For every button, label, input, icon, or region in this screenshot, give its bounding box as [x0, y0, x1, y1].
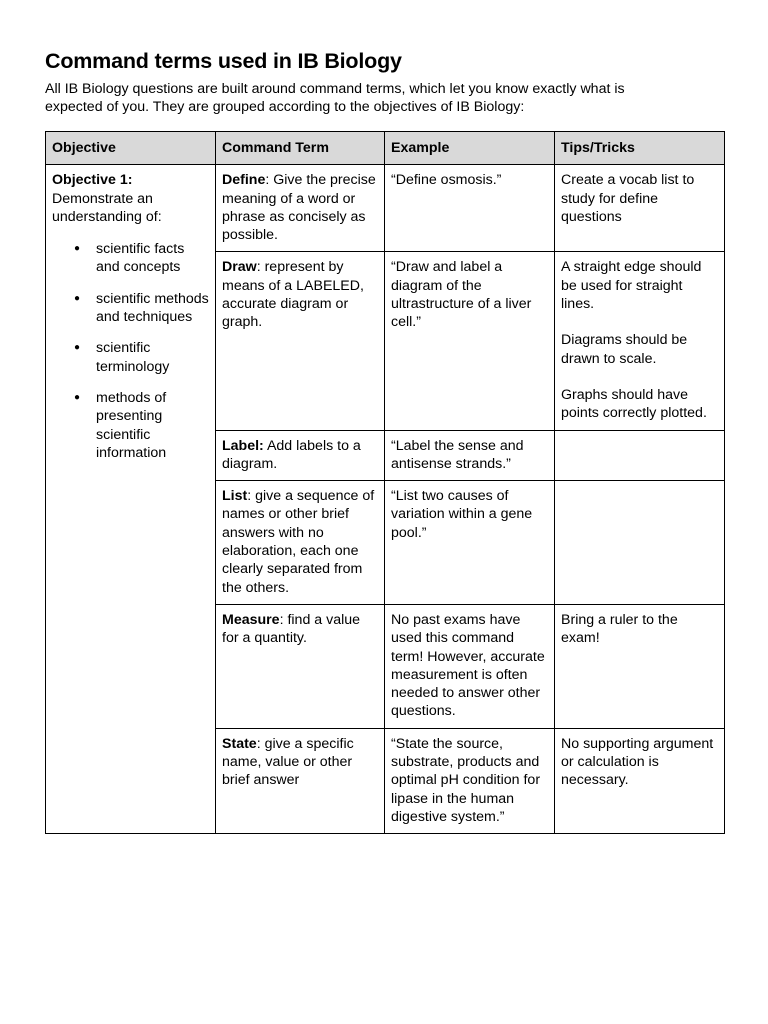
table-row [46, 165, 725, 252]
tips-cell [555, 430, 725, 481]
objective-list-item: ● methods of presenting scientific information [96, 389, 209, 462]
command-term-cell [216, 604, 385, 728]
example-cell: “List two causes of variation within a gene pool.” [385, 481, 555, 605]
tip-text: Bring a ruler to the exam! [561, 611, 678, 647]
command-term-name: Label: [222, 437, 264, 454]
command-term-cell [216, 430, 385, 481]
example-cell: “Define osmosis.” [385, 165, 555, 252]
header-objective: Objective [46, 132, 216, 165]
command-term-definition: : represent by means of a LABELED, accurate diagram or graph. [222, 259, 364, 331]
command-term-name: Define [222, 172, 266, 189]
tips-cell [555, 481, 725, 605]
command-term-name: Measure [222, 611, 280, 628]
page-title: Command terms used in IB Biology [45, 49, 402, 73]
command-terms-table [45, 131, 725, 834]
objective-description: Demonstrate an understanding of: [52, 190, 162, 225]
example-cell: No past exams have used this command term! However, accurate measurement is often needed to answer other questions. [385, 604, 555, 728]
intro-paragraph: All IB Biology questions are built around command terms, which let you know exactly what is expected of you. They are grouped according to the objectives of IB Biology: [45, 81, 625, 115]
tips-cell [555, 604, 725, 728]
command-term-name: List [222, 488, 248, 505]
objective-list-item: ● scientific methods and techniques [96, 290, 209, 327]
tip-text: No supporting argument or calculation is necessary. [561, 735, 714, 789]
tip-text: Create a vocab list to study for define questions [561, 172, 695, 225]
tips-cell [555, 252, 725, 430]
command-term-name: Draw [222, 259, 257, 276]
command-term-definition: : give a sequence of names or other brief answers with no elaboration, each one clearly separated from the others. [222, 488, 375, 596]
example-cell: “State the source, substrate, products and optimal pH condition for lipase in the human digestive system.” [385, 728, 555, 833]
header-example: Example [385, 132, 555, 165]
command-term-definition: Add labels to a diagram. [222, 437, 361, 472]
tips-cell [555, 165, 725, 252]
tips-cell [555, 728, 725, 833]
objective-list-item: ● scientific terminology [96, 339, 209, 376]
objective-title: Objective 1: [52, 172, 133, 189]
header-tips-tricks: Tips/Tricks [555, 132, 725, 165]
table-header-row [46, 132, 725, 165]
command-term-cell [216, 481, 385, 605]
tip-text: Graphs should have points correctly plotted. [561, 386, 707, 422]
document-page [45, 48, 725, 834]
command-term-definition: : Give the precise meaning of a word or phrase as concisely as possible. [222, 172, 376, 244]
objective-cell [46, 165, 216, 834]
command-term-definition: : give a specific name, value or other brief answer [222, 735, 354, 789]
example-cell: “Label the sense and antisense strands.” [385, 430, 555, 481]
header-command-term: Command Term [216, 132, 385, 165]
command-term-name: State [222, 735, 257, 752]
table-body [46, 165, 725, 834]
tip-text: Diagrams should be drawn to scale. [561, 332, 688, 367]
command-term-cell [216, 252, 385, 430]
tip-text: A straight edge should be used for straight lines. [561, 259, 702, 313]
objective-list [52, 240, 209, 462]
command-term-cell [216, 165, 385, 252]
example-cell: “Draw and label a diagram of the ultrastructure of a liver cell.” [385, 252, 555, 430]
command-term-cell [216, 728, 385, 833]
objective-list-item: ● scientific facts and concepts [96, 240, 209, 277]
command-term-definition: : find a value for a quantity. [222, 611, 361, 647]
